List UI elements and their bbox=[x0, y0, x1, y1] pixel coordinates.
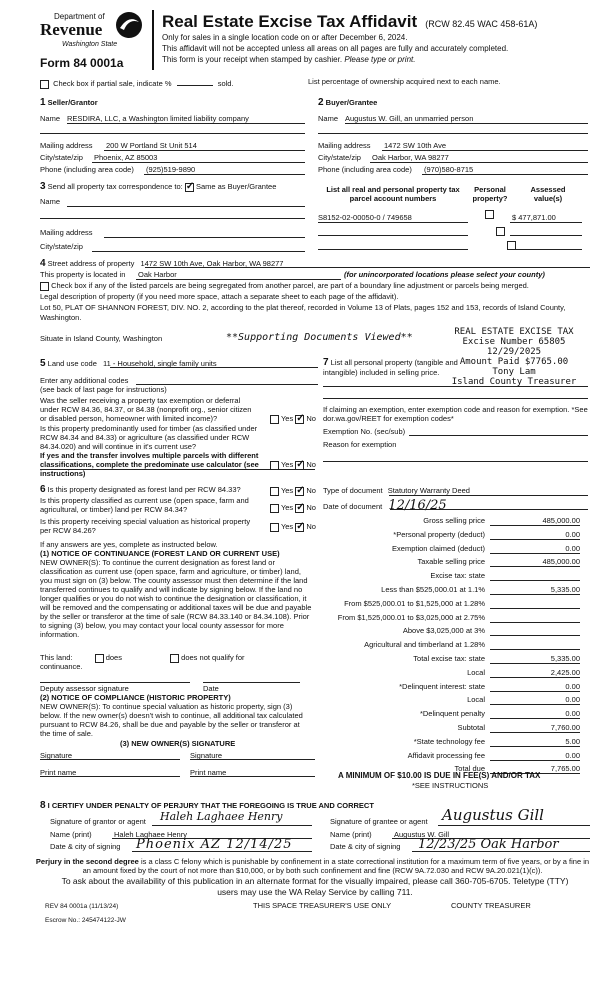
header-sub-1: Only for sales in a single location code on or after December 6, 2024. bbox=[162, 33, 408, 42]
calc-row bbox=[323, 709, 585, 719]
personal-property-checkbox-2[interactable] bbox=[496, 227, 505, 236]
stamp-line-1: REAL ESTATE EXCISE TAX bbox=[454, 327, 574, 337]
owner-print-label-2: Print name bbox=[190, 768, 227, 777]
doc-date-label: Date of document bbox=[323, 502, 383, 511]
sec7-line-2[interactable] bbox=[323, 398, 588, 399]
sec3-name-label: Name bbox=[40, 197, 61, 206]
calc-row-label: Total excise tax: state bbox=[413, 654, 485, 663]
forest-land-section bbox=[40, 484, 320, 784]
exemption-number-line[interactable] bbox=[409, 435, 588, 436]
buyer-name-line bbox=[345, 123, 588, 124]
grantor-date-label: Date & city of signing bbox=[50, 842, 121, 851]
form-title bbox=[162, 12, 537, 32]
calc-row bbox=[323, 599, 585, 609]
seller-name-line bbox=[67, 123, 305, 124]
historic-no-checkbox[interactable] bbox=[295, 523, 304, 532]
land-use-row: 5 Land use code 11 - Household, single family units bbox=[40, 358, 217, 369]
revision-label: REV 84 0001a (11/13/24) bbox=[45, 903, 119, 910]
located-line bbox=[136, 279, 341, 280]
buyer-name-field[interactable]: Augustus W. Gill, an unmarried person bbox=[345, 114, 474, 123]
parcel-table bbox=[318, 185, 588, 255]
notice-2-text: NEW OWNER(S): To continue special valuation as historic property, sign (3) below. If the new owner(s) doesn't wish to continue, all additional tax calculated pursuant to RCW 84.26, shall be due and payable by the seller or transferor at the time of sale. bbox=[40, 702, 303, 738]
segregated-label: Check box if any of the listed parcels are being segregated from another parcel, are part of a boundary line adjustment or parcels being merged. bbox=[51, 281, 529, 290]
buyer-name-label: Name bbox=[318, 114, 339, 123]
calc-row bbox=[323, 571, 585, 581]
buyer-city-row bbox=[318, 153, 449, 162]
accessibility-text: To ask about the availability of this publication in an alternate format for the visually impaired, please call 360-705-6705. Teletype (TTY) users may use the WA Relay Service by calling 711. bbox=[61, 876, 569, 897]
calc-row bbox=[323, 516, 585, 526]
sec3-city-label: City/state/zip bbox=[40, 242, 83, 251]
located-row bbox=[40, 270, 590, 279]
buyer-mail-row bbox=[318, 141, 446, 150]
calc-row-label: *Personal property (deduct) bbox=[393, 529, 485, 539]
forest-question: 6 Is this property designated as forest land per RCW 84.33? bbox=[40, 484, 241, 495]
parcel-col-header: List all real and personal property tax parcel account numbers bbox=[326, 185, 460, 203]
grantee-sig-line bbox=[438, 825, 590, 826]
calc-row-value[interactable]: 0.00 bbox=[490, 530, 580, 540]
buyer-name-row bbox=[318, 114, 588, 123]
stamp-line-4: Amount Paid $7765.00 bbox=[459, 357, 569, 367]
perjury-body: is a class C felony which is punishable by confinement in a state correctional institution for a maximum term of five years, or by a fine in an amount fixed by the court of not more than $10,000, or by both such confinement and fine (RCW 9A.72.030 and RCW 9A.20.021(1)(c)). bbox=[82, 857, 590, 875]
unincorporated-note: (for unincorporated locations please select your county) bbox=[344, 270, 545, 279]
seller-phone-row bbox=[40, 165, 305, 174]
calc-row-label: Local bbox=[467, 667, 485, 677]
assessed-value[interactable]: $ 477,871.00 bbox=[512, 213, 556, 222]
seller-name-line2 bbox=[40, 133, 305, 134]
seller-mail-row bbox=[40, 141, 305, 150]
certify-heading-text: I CERTIFY UNDER PENALTY OF PERJURY THAT THE FOREGOING IS TRUE AND CORRECT bbox=[47, 801, 374, 810]
continuance-label: continuance. bbox=[40, 662, 83, 671]
exemption-yes-checkbox[interactable] bbox=[270, 415, 279, 424]
forest-no-checkbox[interactable] bbox=[295, 487, 304, 496]
grantee-sig-label: Signature of grantee or agent bbox=[330, 817, 428, 826]
historic-yes-checkbox[interactable] bbox=[270, 523, 279, 532]
perjury-text bbox=[35, 857, 590, 875]
buyer-section bbox=[318, 97, 588, 177]
calc-row bbox=[323, 682, 585, 692]
washington-state-label: Washington State bbox=[62, 41, 118, 48]
buyer-mail-label: Mailing address bbox=[318, 141, 371, 150]
notice-3-heading: (3) NEW OWNER(S) SIGNATURE bbox=[120, 739, 236, 748]
buyer-mail-line bbox=[382, 150, 588, 151]
exemption-claim-text: If claiming an exemption, enter exemption code and reason for exemption. *See dor.wa.gov/REET for exemption codes* bbox=[323, 405, 588, 423]
seller-mail-label: Mailing address bbox=[40, 141, 93, 150]
notice-2-heading: (2) NOTICE OF COMPLIANCE (HISTORIC PROPERTY) bbox=[40, 693, 231, 702]
sec3-heading: 3 Send all property tax correspondence to: ✓ Same as Buyer/Grantee bbox=[40, 181, 276, 192]
calc-row bbox=[323, 613, 585, 623]
minimum-due: A MINIMUM OF $10.00 IS DUE IN FEE(S) AND/OR TAX bbox=[338, 771, 541, 780]
parcel-line-3 bbox=[318, 249, 468, 250]
exemption-no-label: No bbox=[306, 414, 316, 423]
calc-row-value[interactable]: 7,765.00 bbox=[490, 764, 580, 774]
grantee-date-field[interactable]: 12/23/25 Oak Harbor bbox=[418, 837, 559, 852]
grantor-sig-label: Signature of grantor or agent bbox=[50, 817, 146, 826]
buyer-city-label: City/state/zip bbox=[318, 153, 361, 162]
legal-label: Legal description of property (if you need more space, attach a separate sheet to each page of the affidavit). bbox=[40, 292, 399, 301]
stamp-line-2: Excise Number 65805 bbox=[462, 337, 566, 347]
current-use-yes-checkbox[interactable] bbox=[270, 504, 279, 513]
timber-no-checkbox[interactable] bbox=[295, 461, 304, 470]
assessed-line-2 bbox=[510, 235, 582, 236]
seller-phone-label: Phone (including area code) bbox=[40, 165, 134, 174]
sec7-heading-text: List all personal property (tangible and intangible) included in selling price. bbox=[323, 358, 458, 377]
partial-pct-input[interactable] bbox=[177, 77, 213, 86]
calc-row-label: Exemption claimed (deduct) bbox=[392, 543, 485, 553]
calc-row bbox=[323, 654, 585, 664]
stamp-line-5: Tony Lam bbox=[492, 367, 536, 377]
timber-question-b: If yes and the transfer involves multiple parcels with different classifications, complete the predominate use calculator (see instructions) bbox=[40, 451, 259, 478]
doc-date-field[interactable]: 12/16/25 bbox=[388, 498, 447, 513]
calc-row-value[interactable]: 5,335.00 bbox=[490, 585, 580, 595]
current-use-yes-no: Yes ✓ No bbox=[270, 503, 316, 513]
sec3-mail-label: Mailing address bbox=[40, 228, 93, 237]
calc-row-label: Total due bbox=[454, 764, 485, 774]
exemption-reason-line[interactable] bbox=[323, 461, 588, 462]
calc-row-label: Agricultural and timberland at 1.28% bbox=[364, 640, 485, 650]
stamp-line-3: 12/29/2025 bbox=[486, 347, 542, 357]
land-use-section bbox=[40, 358, 320, 478]
dor-swoosh-icon bbox=[114, 10, 144, 40]
calc-row bbox=[323, 585, 585, 595]
revenue-wordmark: Revenue bbox=[40, 20, 103, 39]
partial-note: List percentage of ownership acquired next to each name. bbox=[308, 77, 501, 86]
calc-row-value[interactable] bbox=[490, 599, 580, 609]
does-not-qualify-checkbox[interactable] bbox=[170, 654, 179, 663]
calc-row-label: Less than $525,000.01 at 1.1% bbox=[381, 585, 485, 594]
seller-city-label: City/state/zip bbox=[40, 153, 83, 162]
calc-row bbox=[323, 530, 585, 540]
calc-row-value[interactable]: 485,000.00 bbox=[490, 516, 580, 526]
dor-logo bbox=[40, 10, 155, 56]
calc-row-value[interactable]: 0.00 bbox=[490, 751, 580, 761]
sec3-name-line[interactable] bbox=[67, 206, 305, 207]
partial-sale-row bbox=[40, 77, 590, 89]
historic-yes-no: Yes ✓ No bbox=[270, 522, 316, 532]
doc-date-row bbox=[323, 498, 447, 513]
situate-text: Situate in Island County, Washington bbox=[40, 334, 163, 343]
assessed-line-3 bbox=[510, 249, 582, 250]
grantor-date-line bbox=[132, 851, 312, 852]
seller-mail-field[interactable]: 200 W Portland St Unit 514 bbox=[106, 141, 197, 150]
title-text: Real Estate Excise Tax Affidavit bbox=[162, 12, 418, 31]
header-sub-3-text: This form is your receipt when stamped by cashier. bbox=[162, 55, 343, 64]
timber-yes-label: Yes bbox=[280, 460, 294, 469]
parcel-line-1 bbox=[318, 222, 468, 223]
exemption-number-label: Exemption No. (sec/sub) bbox=[323, 427, 406, 436]
located-field[interactable]: Oak Harbor bbox=[138, 270, 177, 279]
personal-property-checkbox-1[interactable] bbox=[485, 210, 494, 219]
calc-row bbox=[323, 544, 585, 554]
same-as-buyer-checkbox[interactable] bbox=[185, 183, 194, 192]
street-line bbox=[145, 267, 590, 268]
calc-row-label: Gross selling price bbox=[423, 516, 485, 525]
sec3-name-line2 bbox=[40, 218, 305, 219]
doc-type-field[interactable]: Statutory Warranty Deed bbox=[387, 486, 470, 495]
seller-city-field[interactable]: Phoenix, AZ 85003 bbox=[94, 153, 158, 162]
seller-name-row bbox=[40, 114, 305, 123]
calc-row-value[interactable]: 0.00 bbox=[490, 682, 580, 692]
dept-of-label: Department of bbox=[54, 12, 105, 21]
calc-row bbox=[323, 695, 585, 705]
calc-row-label: Excise tax: state bbox=[430, 571, 485, 581]
calc-row bbox=[323, 557, 585, 567]
personal-col-header: Personal property? bbox=[472, 185, 508, 203]
grantee-name-label: Name (print) bbox=[330, 830, 372, 839]
owner-sig-label-1: Signature bbox=[40, 751, 73, 760]
stamp-line-6: Island County Treasurer bbox=[451, 377, 577, 387]
forest-yes-no: Yes ✓ No bbox=[270, 486, 316, 496]
calc-row-value[interactable] bbox=[490, 640, 580, 650]
correspondence-section bbox=[40, 181, 305, 256]
exemption-yes-label: Yes bbox=[280, 414, 294, 423]
additional-codes-label: Enter any additional codes bbox=[40, 376, 129, 385]
certify-section bbox=[40, 800, 590, 860]
calc-row-label: Above $3,025,000 at 3% bbox=[402, 626, 485, 636]
owner-sig-label-2: Signature bbox=[190, 751, 223, 760]
land-use-label: Land use code bbox=[47, 359, 97, 368]
sec3-mail-line[interactable] bbox=[104, 237, 305, 238]
calc-row-label: Subtotal bbox=[457, 723, 485, 732]
calc-row-value[interactable]: 0.00 bbox=[490, 544, 580, 554]
grantee-date-label: Date & city of signing bbox=[330, 842, 401, 851]
partial-sold-label: sold. bbox=[217, 79, 234, 88]
deputy-label: Deputy assessor signature bbox=[40, 684, 129, 693]
does-qualify-checkbox[interactable] bbox=[95, 654, 104, 663]
timber-yes-checkbox[interactable] bbox=[270, 461, 279, 470]
this-land-label: This land: bbox=[40, 653, 73, 662]
doc-type-row bbox=[323, 486, 470, 495]
deputy-date-line[interactable] bbox=[203, 682, 300, 683]
seller-phone-field[interactable]: (925)519-9890 bbox=[146, 165, 196, 174]
see-back-label: (see back of last page for instructions) bbox=[40, 385, 167, 394]
buyer-heading: 2 Buyer/Grantee bbox=[318, 97, 378, 108]
segregated-row bbox=[40, 281, 529, 291]
segregated-checkbox[interactable] bbox=[40, 282, 49, 291]
header-sub-3-italic: Please type or print. bbox=[344, 55, 416, 64]
assessed-col-header: Assessed value(s) bbox=[530, 185, 566, 203]
calc-row-label: *State technology fee bbox=[413, 736, 485, 746]
notice-1-heading: (1) NOTICE OF CONTINUANCE (FOREST LAND OR CURRENT USE) bbox=[40, 549, 280, 558]
header-sub-2: This affidavit will not be accepted unless all areas on all pages are fully and accurately completed. bbox=[162, 44, 509, 53]
timber-question: Is this property predominantly used for timber (as classified under RCW 84.34 and 84.33) or agriculture (as classified under RCW 84.34.020) and will continue in it's current use? bbox=[40, 424, 258, 451]
seller-mail-line bbox=[104, 150, 305, 151]
header-divider bbox=[152, 10, 154, 70]
owner-print-label-1: Print name bbox=[40, 768, 77, 777]
grantor-date-field[interactable]: Phoenix AZ 12/14/25 bbox=[136, 837, 293, 852]
see-instructions: *SEE INSTRUCTIONS bbox=[412, 781, 489, 790]
sec7-line-1[interactable] bbox=[323, 386, 588, 387]
calc-row bbox=[323, 668, 585, 678]
personal-property-section bbox=[323, 358, 588, 503]
county-treasurer-label: COUNTY TREASURER bbox=[451, 901, 531, 910]
calc-row-value[interactable]: 485,000.00 bbox=[490, 557, 580, 567]
seller-city-line bbox=[92, 162, 305, 163]
buyer-name-line2 bbox=[318, 133, 588, 134]
doc-type-label: Type of document bbox=[323, 486, 383, 495]
grantor-name-label: Name (print) bbox=[50, 830, 92, 839]
seller-heading: 1 Seller/Grantor bbox=[40, 97, 98, 108]
calc-row bbox=[323, 723, 585, 733]
grantor-name-field[interactable]: Haleh Laghaee Henry bbox=[114, 830, 187, 839]
calc-row-value[interactable]: 2,425.00 bbox=[490, 668, 580, 678]
calc-row bbox=[323, 626, 585, 636]
located-label: This property is located in bbox=[40, 270, 126, 279]
street-label: Street address of property bbox=[47, 259, 135, 268]
deputy-date-label: Date bbox=[203, 684, 219, 693]
assessed-line-1 bbox=[510, 222, 582, 223]
street-row: 4 Street address of property 1472 SW 10th Ave, Oak Harbor, WA 98277 bbox=[40, 258, 284, 269]
exemption-question: Was the seller receiving a property tax exemption or deferral under RCW 84.36, 84.37, or 84.38 (nonprofit org., senior citizen or disabled person, homeowner with limited income)? bbox=[40, 396, 252, 423]
doc-type-line bbox=[389, 495, 588, 496]
calc-row-label: From $525,000.01 to $1,525,000 at 1.28% bbox=[344, 598, 485, 608]
calc-row-label: *Delinquent interest: state bbox=[399, 681, 485, 691]
forest-yes-checkbox[interactable] bbox=[270, 487, 279, 496]
buyer-phone-line bbox=[422, 174, 588, 175]
calc-row-label: Local bbox=[467, 695, 485, 705]
grantee-name-field[interactable]: Augustus W. Gill bbox=[394, 830, 450, 839]
calc-row bbox=[323, 751, 585, 761]
if-any-text: If any answers are yes, complete as instructed below. bbox=[40, 540, 218, 549]
partial-sale-checkbox[interactable] bbox=[40, 80, 49, 89]
seller-name-field[interactable]: RESDIRA, LLC, a Washington limited liability company bbox=[67, 114, 249, 123]
sec3-city-line[interactable] bbox=[92, 251, 305, 252]
seller-name-label: Name bbox=[40, 114, 61, 123]
partial-sale-label: Check box if partial sale, indicate % bbox=[53, 79, 172, 88]
calc-row bbox=[323, 640, 585, 650]
does-not-label: does not qualify for bbox=[181, 653, 245, 662]
seller-phone-line bbox=[144, 174, 305, 175]
historic-question: Is this property receiving special valuation as historical property per RCW 84.26? bbox=[40, 517, 251, 535]
land-use-line bbox=[110, 367, 318, 368]
title-citation: (RCW 82.45 WAC 458-61A) bbox=[425, 19, 538, 29]
calc-row-value[interactable] bbox=[490, 626, 580, 636]
deputy-line[interactable] bbox=[40, 682, 190, 683]
parcel-number[interactable]: S8152-02-00050-0 / 749658 bbox=[318, 213, 412, 222]
escrow-number: Escrow No.: 245474122-JW bbox=[45, 917, 126, 924]
exemption-yes-no bbox=[270, 414, 316, 424]
parcel-line-2 bbox=[318, 235, 468, 236]
buyer-phone-field[interactable]: (970)580-8715 bbox=[424, 165, 474, 174]
current-use-no-checkbox[interactable] bbox=[295, 504, 304, 513]
perjury-bold: Perjury in the second degree bbox=[35, 857, 139, 866]
timber-yes-no bbox=[270, 460, 316, 470]
header-sub-3 bbox=[162, 55, 415, 64]
form-number: Form 84 0001a bbox=[40, 56, 124, 70]
certify-heading: 8 I CERTIFY UNDER PENALTY OF PERJURY THAT THE FOREGOING IS TRUE AND CORRECT bbox=[40, 800, 374, 811]
timber-no-label: No bbox=[306, 460, 316, 469]
grantor-signature[interactable]: Haleh Laghaee Henry bbox=[160, 810, 283, 823]
calc-row bbox=[323, 737, 585, 747]
land-use-field[interactable]: 11 - Household, single family units bbox=[102, 359, 217, 368]
grantee-date-line bbox=[412, 851, 590, 852]
calc-row-value[interactable]: 5,335.00 bbox=[490, 654, 580, 664]
calc-row-value[interactable]: 7,760.00 bbox=[490, 723, 580, 733]
calc-row-label: From $1,525,000.01 to $3,025,000 at 2.75% bbox=[337, 612, 485, 622]
current-use-question: Is this property classified as current use (open space, farm and agricultural, or timber) land per RCW 84.34? bbox=[40, 496, 249, 514]
seller-section bbox=[40, 97, 305, 177]
exemption-reason-label: Reason for exemption bbox=[323, 440, 397, 449]
does-label: does bbox=[105, 653, 122, 662]
supporting-docs-viewed: **Supporting Documents Viewed** bbox=[226, 332, 413, 343]
exemption-no-checkbox[interactable] bbox=[295, 415, 304, 424]
calc-row-label: Affidavit processing fee bbox=[407, 750, 485, 760]
buyer-phone-label: Phone (including area code) bbox=[318, 165, 412, 174]
calc-row-value[interactable] bbox=[490, 613, 580, 623]
calc-row-value[interactable]: 0.00 bbox=[490, 709, 580, 719]
buyer-city-line bbox=[370, 162, 588, 163]
buyer-phone-row bbox=[318, 165, 474, 174]
calc-row-value[interactable]: 0.00 bbox=[490, 695, 580, 705]
forest-question-text: Is this property designated as forest land per RCW 84.33? bbox=[47, 485, 241, 494]
legal-description[interactable]: Lot 50, PLAT OF SHANNON FOREST, DIV. NO. 2, according to the plat thereof, recorded in Volume 13 of Plats, pages 152 and 153, records of Island County, Washington. bbox=[40, 303, 566, 322]
notice-1-text: NEW OWNER(S): To continue the current designation as forest land or classification as current use (open space, farm and agriculture, or timber) land, you must sign on (3) below. The county assessor must then determine if the land transferred continues to qualify and will indicate by signing below. If the land no longer qualifies or you do not wish to continue the designation or classification, it will be removed and the compensating or additional taxes will be due and payable by the seller or transferor at the time of sale (RCW 84.33.140 or 84.34.108). Prior to signing (3) below, you may contact your local county assessor for more information. bbox=[40, 558, 312, 639]
buyer-mail-field[interactable]: 1472 SW 10th Ave bbox=[384, 141, 446, 150]
buyer-city-field[interactable]: Oak Harbor, WA 98277 bbox=[372, 153, 449, 162]
calc-row-value[interactable]: 5.00 bbox=[490, 737, 580, 747]
calc-row-value[interactable] bbox=[490, 571, 580, 581]
seller-city-row bbox=[40, 153, 305, 162]
treasurer-use-label: THIS SPACE TREASURER'S USE ONLY bbox=[253, 901, 392, 910]
same-as-buyer-label: Same as Buyer/Grantee bbox=[195, 182, 277, 191]
street-address-field[interactable]: 1472 SW 10th Ave, Oak Harbor, WA 98277 bbox=[140, 259, 284, 268]
doc-date-line bbox=[390, 509, 588, 510]
grantor-sig-line bbox=[152, 825, 312, 826]
calc-row-label: *Delinquent penalty bbox=[419, 709, 485, 719]
grantee-signature[interactable]: Augustus Gill bbox=[442, 806, 544, 824]
sec3-heading-text: Send all property tax correspondence to: bbox=[47, 182, 183, 191]
calc-row-label: Taxable selling price bbox=[417, 557, 485, 567]
sec7-heading: 7 List all personal property (tangible and intangible) included in selling price. bbox=[323, 357, 458, 377]
